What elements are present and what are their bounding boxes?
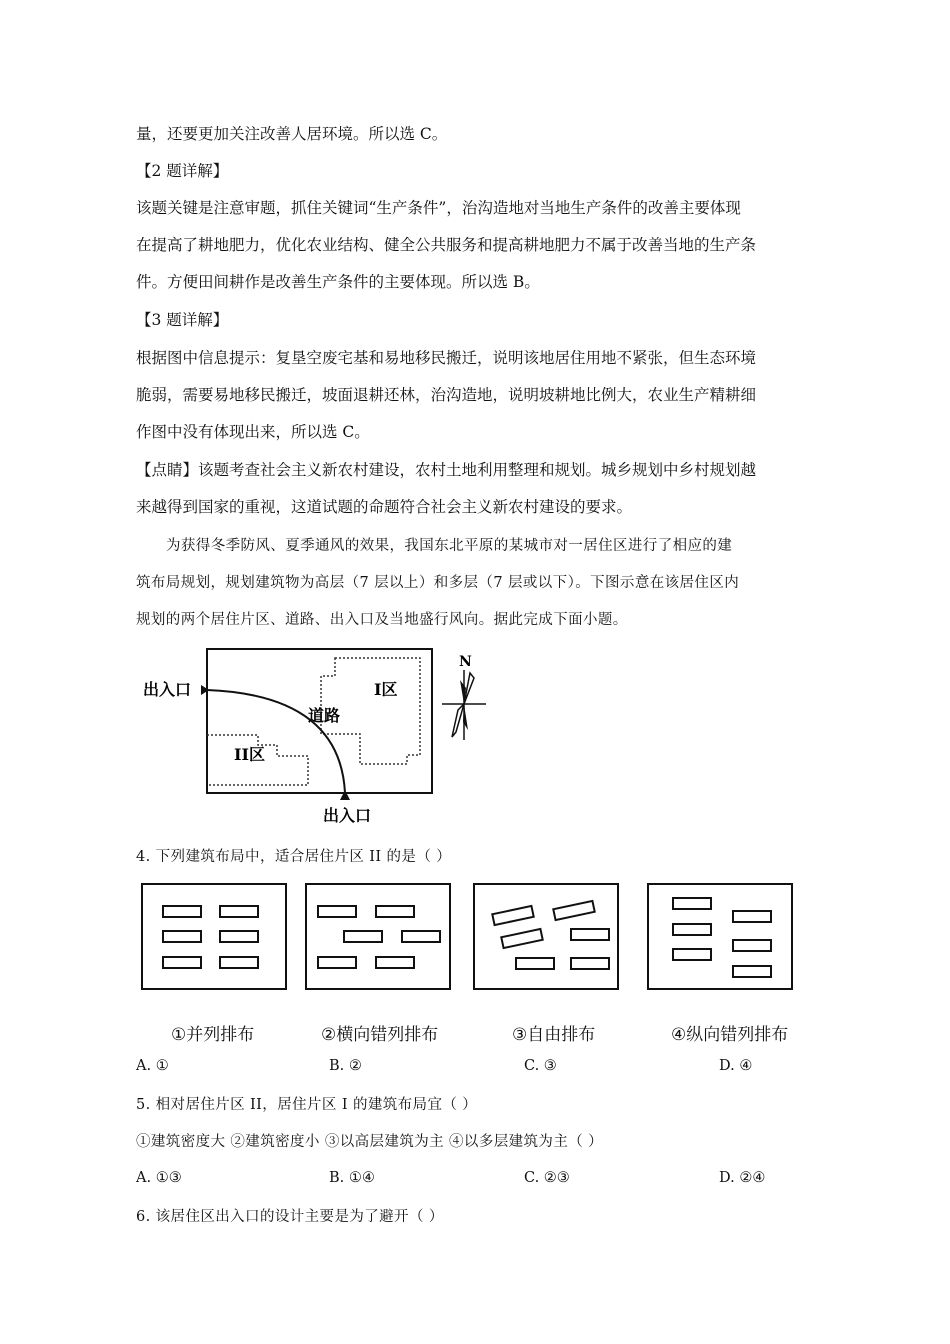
q5-items: ①建筑密度大 ②建筑密度小 ③以高层建筑为主 ④以多层建筑为主（ ）	[136, 1134, 604, 1150]
para-line: 该题关键是注意审题，抓住关键词“生产条件”，治沟造地对当地生产条件的改善主要体现	[136, 199, 741, 217]
section-header-2: 【2 题详解】	[136, 162, 229, 180]
layout-caption-3: ③自由排布	[512, 1025, 596, 1045]
layout-diagram-1	[141, 883, 287, 990]
layout-caption-4: ④纵向错列排布	[671, 1025, 789, 1045]
intro-line: 为获得冬季防风、夏季通风的效果，我国东北平原的某城市对一居住区进行了相应的建	[166, 538, 733, 554]
zone2-label: II区	[234, 745, 265, 764]
q4-option-d[interactable]: D. ④	[719, 1058, 753, 1074]
entrance-bottom-marker	[340, 790, 350, 800]
entrance-bottom-label: 出入口	[323, 806, 372, 825]
para-line: 脆弱，需要易地移民搬迁，坡面退耕还林，治沟造地，说明坡耕地比例大，农业生产精耕细	[136, 386, 757, 404]
intro-line: 规划的两个居住片区、道路、出入口及当地盛行风向。据此完成下面小题。	[136, 612, 628, 628]
para-line: 在提高了耕地肥力，优化农业结构、健全公共服务和提高耕地肥力不属于改善当地的生产条	[136, 236, 757, 254]
layout-caption-1: ①并列排布	[171, 1025, 255, 1045]
entrance-left-label: 出入口	[143, 680, 192, 699]
north-label: N	[459, 654, 472, 670]
intro-line: 筑布局规划，规划建筑物为高层（7 层以上）和多层（7 层或以下）。下图示意在该居住区内	[136, 575, 740, 591]
q5-option-a[interactable]: A. ①③	[136, 1170, 182, 1186]
para-line: 量，还要更加关注改善人居环境。所以选 C。	[136, 125, 448, 143]
q5-option-d[interactable]: D. ②④	[719, 1170, 766, 1186]
para-line: 根据图中信息提示：复垦空废宅基和易地移民搬迁，说明该地居住用地不紧张，但生态环境	[136, 349, 757, 367]
q4-option-b[interactable]: B. ②	[329, 1058, 362, 1074]
para-line: 【点睛】该题考查社会主义新农村建设，农村土地利用整理和规划。城乡规划中乡村规划越	[136, 461, 757, 479]
q4-stem: 4. 下列建筑布局中，适合居住片区 II 的是（ ）	[136, 849, 452, 865]
q5-option-b[interactable]: B. ①④	[329, 1170, 375, 1186]
q5-stem: 5. 相对居住片区 II，居住片区 I 的建筑布局宜（ ）	[136, 1097, 478, 1113]
para-line: 件。方便田间耕作是改善生产条件的主要体现。所以选 B。	[136, 273, 540, 291]
residential-map	[130, 640, 500, 830]
road-label: 道路	[308, 706, 341, 725]
q4-option-a[interactable]: A. ①	[136, 1058, 169, 1074]
q4-option-c[interactable]: C. ③	[524, 1058, 557, 1074]
zone1-label: I区	[374, 680, 398, 699]
q6-stem: 6. 该居住区出入口的设计主要是为了避开（ ）	[136, 1209, 444, 1225]
layout-diagram-3	[473, 883, 619, 990]
layout-diagram-4	[647, 883, 793, 990]
section-header-3: 【3 题详解】	[136, 311, 229, 329]
para-line: 来越得到国家的重视，这道试题的命题符合社会主义新农村建设的要求。	[136, 498, 633, 516]
para-line: 作图中没有体现出来，所以选 C。	[136, 423, 370, 441]
layout-diagram-2	[305, 883, 451, 990]
q5-option-c[interactable]: C. ②③	[524, 1170, 570, 1186]
layout-caption-2: ②横向错列排布	[321, 1025, 439, 1045]
